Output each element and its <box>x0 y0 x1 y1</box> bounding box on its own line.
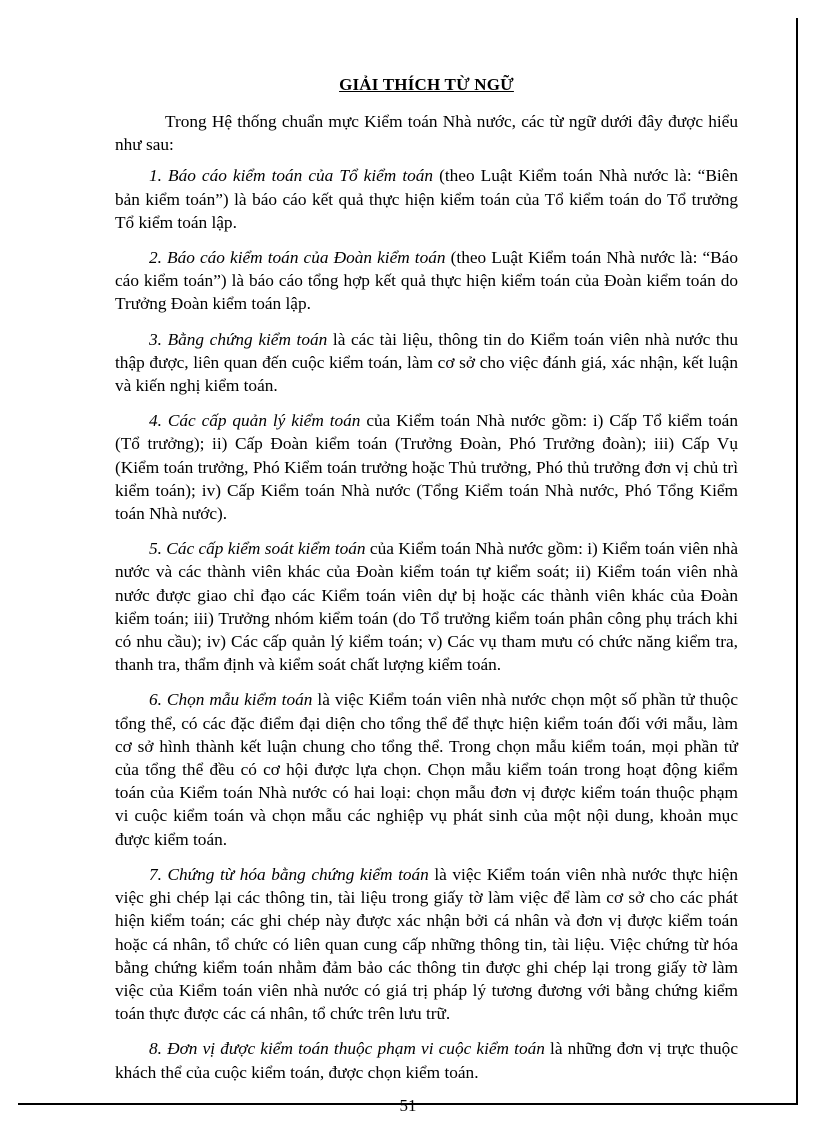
definition-1 <box>115 164 738 234</box>
document-title: GIẢI THÍCH TỪ NGỮ <box>339 75 514 94</box>
definition-8 <box>115 1037 738 1083</box>
definition-term: 5. Các cấp kiểm soát kiểm toán <box>149 539 366 559</box>
intro-paragraph: Trong Hệ thống chuẩn mực Kiểm toán Nhà nước, các từ ngữ dưới đây được hiểu như sau: <box>115 112 738 155</box>
definition-5 <box>115 537 738 676</box>
definition-text: của Kiểm toán Nhà nước gồm: i) Cấp Tổ kiểm toán (Tổ trưởng); ii) Cấp Đoàn kiểm toán (Trưởng Đoàn, Phó Trưởng đoàn); iii) Cấp Vụ (Kiểm toán trưởng, Phó Kiểm toán trưởng hoặc Thủ trưởng, Phó thủ trưởng đơn vị chủ trì kiểm toán); iv) Cấp Kiểm toán Nhà nước (Tổng Kiểm toán Nhà nước, Phó Tổng Kiểm toán Nhà nước). <box>115 411 738 524</box>
definition-term: 2. Báo cáo kiểm toán của Đoàn kiểm toán <box>149 248 446 268</box>
definition-text: (theo Luật Kiểm toán Nhà nước là: “Báo cáo kiểm toán”) là báo cáo tổng hợp kết quả thực hiện kiểm toán của Đoàn kiểm toán do Trưởng Đoàn kiểm toán lập. <box>115 248 738 314</box>
definition-term: 1. Báo cáo kiểm toán của Tổ kiểm toán <box>149 166 434 186</box>
definition-text: là việc Kiểm toán viên nhà nước chọn một số phần tử thuộc tổng thể, có các đặc điểm đại diện cho tổng thể để thực hiện kiểm toán đối với mẫu, làm cơ sở hình thành kết luận chung cho tổng thể. Trong chọn mẫu kiểm toán, mọi phần tử của tổng thể đều có cơ hội được lựa chọn. Chọn mẫu kiểm toán trong hoạt động kiểm toán của Kiểm toán Nhà nước có hai loại: chọn mẫu đơn vị được kiểm toán thuộc phạm vi cuộc kiểm toán và chọn mẫu các nghiệp vụ phát sinh của một nội dung, khoản mục được kiểm toán. <box>115 690 738 849</box>
page-number: 51 <box>399 1096 417 1115</box>
definition-term: 7. Chứng từ hóa bằng chứng kiểm toán <box>149 864 429 884</box>
definition-3 <box>115 328 738 398</box>
definition-text: là việc Kiểm toán viên nhà nước thực hiện việc ghi chép lại các thông tin, tài liệu trong giấy tờ làm việc để làm cơ sở cho các phát hiện kiểm toán; các ghi chép này được xác nhận bởi cá nhân và đơn vị được kiểm toán hoặc cá nhân, tổ chức có liên quan cung cấp những thông tin, tài liệu. Việc chứng từ hóa bằng chứng kiểm toán nhằm đảm bảo các thông tin được ghi chép lại trong giấy tờ làm việc của Kiểm toán viên nhà nước có giá trị pháp lý tương đương với bằng chứng kiểm toán thực được các cá nhân, tổ chức trên lưu trữ. <box>115 864 738 1024</box>
definition-term: 8. Đơn vị được kiểm toán thuộc phạm vi cuộc kiểm toán <box>149 1039 545 1059</box>
definition-7 <box>115 863 738 1025</box>
definition-term: 6. Chọn mẫu kiểm toán <box>149 690 313 710</box>
definition-4 <box>115 409 738 525</box>
definition-6 <box>115 688 738 850</box>
definition-2 <box>115 246 738 316</box>
document-body <box>115 74 738 1096</box>
definition-text: của Kiểm toán Nhà nước gồm: i) Kiểm toán viên nhà nước và các thành viên khác của Đoàn kiểm toán tự kiểm soát; ii) Kiểm toán viên nhà nước được giao chỉ đạo các Kiểm toán viên dự bị hoặc các thành viên khác của Đoàn kiểm toán; iii) Trưởng nhóm kiểm toán (do Tổ trưởng kiểm toán phân công phụ trách khi có nhu cầu); iv) Các cấp quản lý kiểm toán; v) Các vụ tham mưu có chức năng kiểm tra, thanh tra, thẩm định và kiểm soát chất lượng kiểm toán. <box>115 539 738 675</box>
definition-text: (theo Luật Kiểm toán Nhà nước là: “Biên bản kiểm toán”) là báo cáo kết quả thực hiện kiểm toán của Tổ kiểm toán do Tổ trưởng Tổ kiểm toán lập. <box>115 166 738 232</box>
definition-text: là những đơn vị trực thuộc khách thể của cuộc kiểm toán, được chọn kiểm toán. <box>115 1039 738 1082</box>
definition-term: 3. Bằng chứng kiểm toán <box>149 329 328 349</box>
definition-term: 4. Các cấp quản lý kiểm toán <box>149 411 361 431</box>
definition-text: là các tài liệu, thông tin do Kiểm toán viên nhà nước thu thập được, liên quan đến cuộc kiểm toán, làm cơ sở cho việc đánh giá, xác nhận, kết luận và kiến nghị kiểm toán. <box>115 329 738 396</box>
